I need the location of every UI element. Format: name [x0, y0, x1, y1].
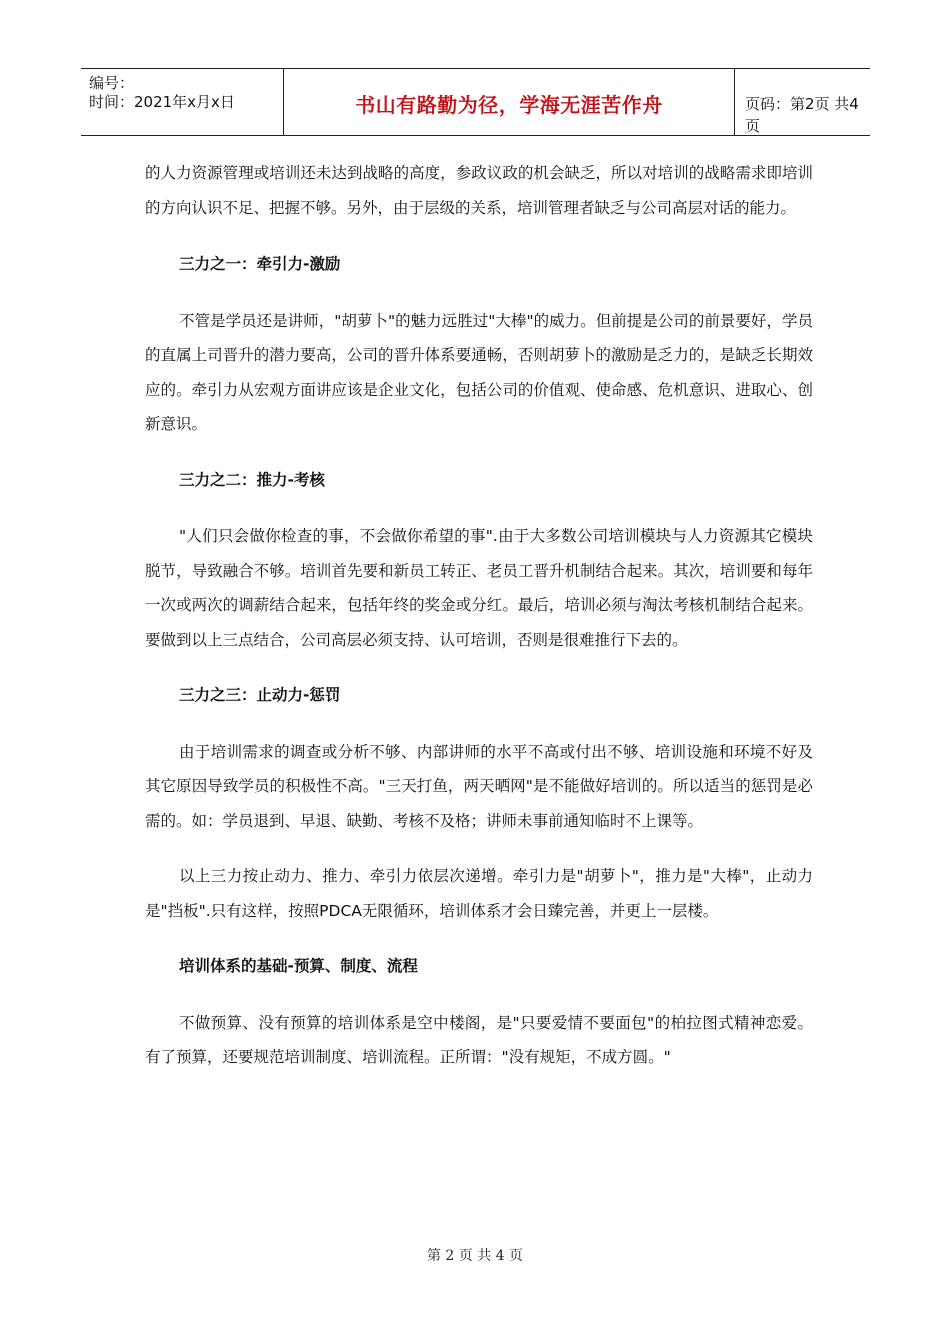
section-heading-traction: 三力之一：牵引力-激励 [179, 255, 341, 273]
header-page-cell [735, 69, 870, 135]
serial-number-label: 编号： [89, 74, 135, 92]
section-heading-push: 三力之二：推力-考核 [179, 470, 325, 489]
paragraph-traction: 不管是学员还是讲师，"胡萝卜"的魅力远胜过"大棒"的威力。但前提是公司的前景要好，学员的直属上司晋升的潜力要高，公司的晋升体系要通畅，否则胡萝卜的激励是乏力的，是缺乏长期效应的。牵引力从宏观方面讲应该是企业文化，包括公司的价值观、使命感、危机意识、进取心、创新意识。 [145, 311, 813, 433]
paragraph-spacer [145, 225, 813, 247]
paragraph-spacer [145, 497, 813, 519]
paragraph-spacer [145, 838, 813, 859]
paragraph-spacer [145, 442, 813, 463]
paragraph-foundation: 不做预算、没有预算的培训体系是空中楼阁，是"只要爱情不要面包"的柏拉图式精神恋爱。有了预算，还要规范培训制度、培训流程。正所谓："没有规矩，不成方圆。" [145, 1013, 813, 1066]
header-motto-cell [283, 69, 735, 135]
page-footer: 第 2 页 共 4 页 [426, 1248, 524, 1264]
paragraph-summary: 以上三力按止动力、推力、牵引力依层次递增。牵引力是"胡萝卜"，推力是"大棒"，止动力是"挡板".只有这样，按照PDCA无限循环，培训体系才会日臻完善，并更上一层楼。 [145, 867, 813, 920]
date-label: 时间：2021年x月x日 [89, 93, 235, 111]
header-meta-cell [81, 69, 283, 135]
paragraph-stop: 由于培训需求的调查或分析不够、内部讲师的水平不高或付出不够、培训设施和环境不好及其它原因导致学员的积极性不高。"三天打鱼，两天晒网"是不能做好培训的。所以适当的惩罚是必需的。如：学员退到、早退、缺勤、考核不及格；讲师未事前通知临时不上课等。 [145, 742, 813, 830]
paragraph-push: "人们只会做你检查的事，不会做你希望的事".由于大多数公司培训模块与人力资源其它模块脱节，导致融合不够。培训首先要和新员工转正、老员工晋升机制结合起来。其次，培训要和每年一次或两次的调薪结合起来，包括年终的奖金或分红。最后，培训必须与淘汰考核机制结合起来。要做到以上三点结合，公司高层必须支持、认可培训，否则是很难推行下去的。 [145, 527, 813, 649]
document-body [145, 156, 813, 1075]
paragraph-intro: 的人力资源管理或培训还未达到战略的高度，参政议政的机会缺乏，所以对培训的战略需求即培训的方向认识不足、把握不够。另外，由于层级的关系，培训管理者缺乏与公司高层对话的能力。 [145, 164, 813, 217]
section-heading-foundation: 培训体系的基础-预算、制度、流程 [179, 957, 418, 975]
header-page-info: 页码：第2页 共4页 [745, 95, 859, 135]
paragraph-spacer [145, 657, 813, 678]
paragraph-spacer [145, 713, 813, 735]
header-motto: 书山有路勤为径，学海无涯苦作舟 [355, 93, 663, 117]
document-header [81, 68, 870, 136]
paragraph-spacer [145, 282, 813, 304]
paragraph-spacer [145, 928, 813, 949]
paragraph-spacer [145, 984, 813, 1006]
section-heading-stop: 三力之三：止动力-惩罚 [179, 686, 341, 704]
